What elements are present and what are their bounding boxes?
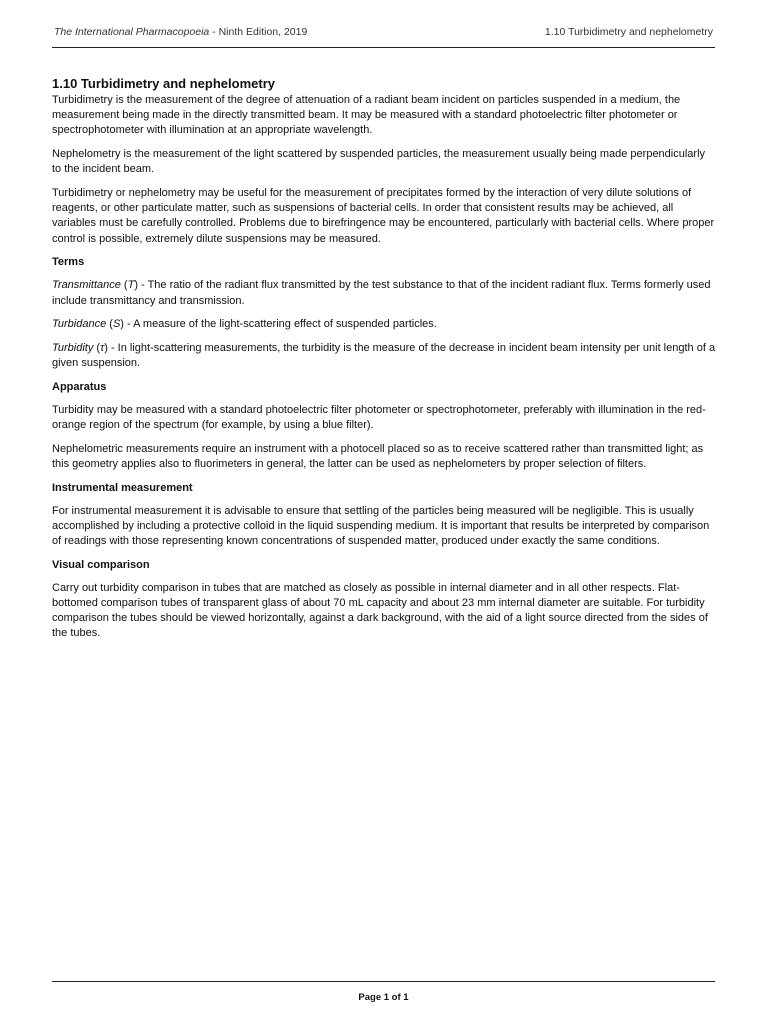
visual-heading: Visual comparison xyxy=(52,558,150,571)
instrumental-heading: Instrumental measurement xyxy=(52,481,193,494)
term-turbidity: Turbidity (τ) - In light-scattering measurements, the turbidity is the measure of the decrease in incident beam intensity per unit length of a given suspension. xyxy=(52,341,716,370)
page-number: Page 1 of 1 xyxy=(358,992,409,1003)
apparatus-paragraph-2: Nephelometric measurements require an instrument with a photocell placed so as to receive scattered rather than transmitted light; as this geometry applies also to fluorimeters in general, the latter can be used as nephelometers by proper selection of filters. xyxy=(52,442,704,470)
turbidance-term: Turbidance xyxy=(52,318,107,331)
turbidity-term: Turbidity xyxy=(52,341,94,354)
intro-paragraph-3: Turbidimetry or nephelometry may be useful for the measurement of precipitates formed by the interaction of very dilute solutions of reagents, or other particulate matter, such as suspensions of bacterial cells. In order that consistent results may be achieved, all variables must be carefully controlled. Problems due to birefringence may be encountered, particularly with bacterial cells. Where proper control is possible, extremely dilute suspensions may be measured. xyxy=(52,187,715,245)
apparatus-heading: Apparatus xyxy=(52,380,107,393)
publication-edition: - Ninth Edition, 2019 xyxy=(209,26,308,38)
term-turbidance: Turbidance (S) - A measure of the light-scattering effect of suspended particles. xyxy=(52,318,437,331)
page-footer xyxy=(52,981,715,1003)
instrumental-paragraph-1: For instrumental measurement it is advisable to ensure that settling of the particles being measured will be negligible. This is usually accomplished by including a protective colloid in the liquid suspending medium. It is important that results be interpreted by comparison of readings with those representing known concentrations of suspended matter, produced under exactly the same conditions. xyxy=(52,504,710,548)
intro-paragraph-1: Turbidimetry is the measurement of the degree of attenuation of a radiant beam incident on particles suspended in a medium, the measurement being made in the directly transmitted beam. It may be measured with a standard photoelectric filter photometer or spectrophotometer with illumination at an appropriate wavelength. xyxy=(52,94,681,137)
visual-paragraph-1: Carry out turbidity comparison in tubes that are matched as closely as possible in internal diameter and in all other respects. Flat-bottomed comparison tubes of transparent glass of about 70 mL capacity and about 23 mm internal diameter are suitable. For turbidity comparison the tubes should be viewed horizontally, against a dark background, with the aid of a light source directed from the sides of the tubes. xyxy=(52,581,708,640)
apparatus-paragraph-1: Turbidity may be measured with a standard photoelectric filter photometer or spectrophotometer, preferably with illumination in the red-orange region of the spectrum (for example, by using a blue filter). xyxy=(52,403,706,432)
transmittance-symbol: T xyxy=(127,279,135,292)
turbidance-symbol: S xyxy=(112,318,121,331)
header-section-title: 1.10 Turbidimetry and nephelometry xyxy=(544,26,713,38)
intro-paragraph-2: Nephelometry is the measurement of the light scattered by suspended particles, the measurement usually being made perpendicularly to the incident beam. xyxy=(52,148,706,176)
turbidity-symbol: τ xyxy=(100,341,105,354)
turbidity-definition: - In light-scattering measurements, the turbidity is the measure of the decrease in incident beam intensity per unit length of a given suspension. xyxy=(52,341,716,370)
page-title: 1.10 Turbidimetry and nephelometry xyxy=(52,76,275,91)
publication-name: The International Pharmacopoeia xyxy=(54,26,210,38)
turbidance-definition: - A measure of the light-scattering effect of suspended particles. xyxy=(123,318,437,331)
header-publication xyxy=(54,26,307,38)
document-body xyxy=(52,76,716,650)
transmittance-term: Transmittance xyxy=(52,279,121,292)
term-transmittance: Transmittance (T) - The ratio of the radiant flux transmitted by the test substance to that of the incident radiant flux. Terms formerly used include transmittancy and transmission. xyxy=(52,279,711,307)
terms-heading: Terms xyxy=(52,256,85,269)
page-header xyxy=(52,0,715,48)
transmittance-definition: - The ratio of the radiant flux transmitted by the test substance to that of the incident radiant flux. Terms formerly used include transmittancy and transmission. xyxy=(52,279,711,307)
